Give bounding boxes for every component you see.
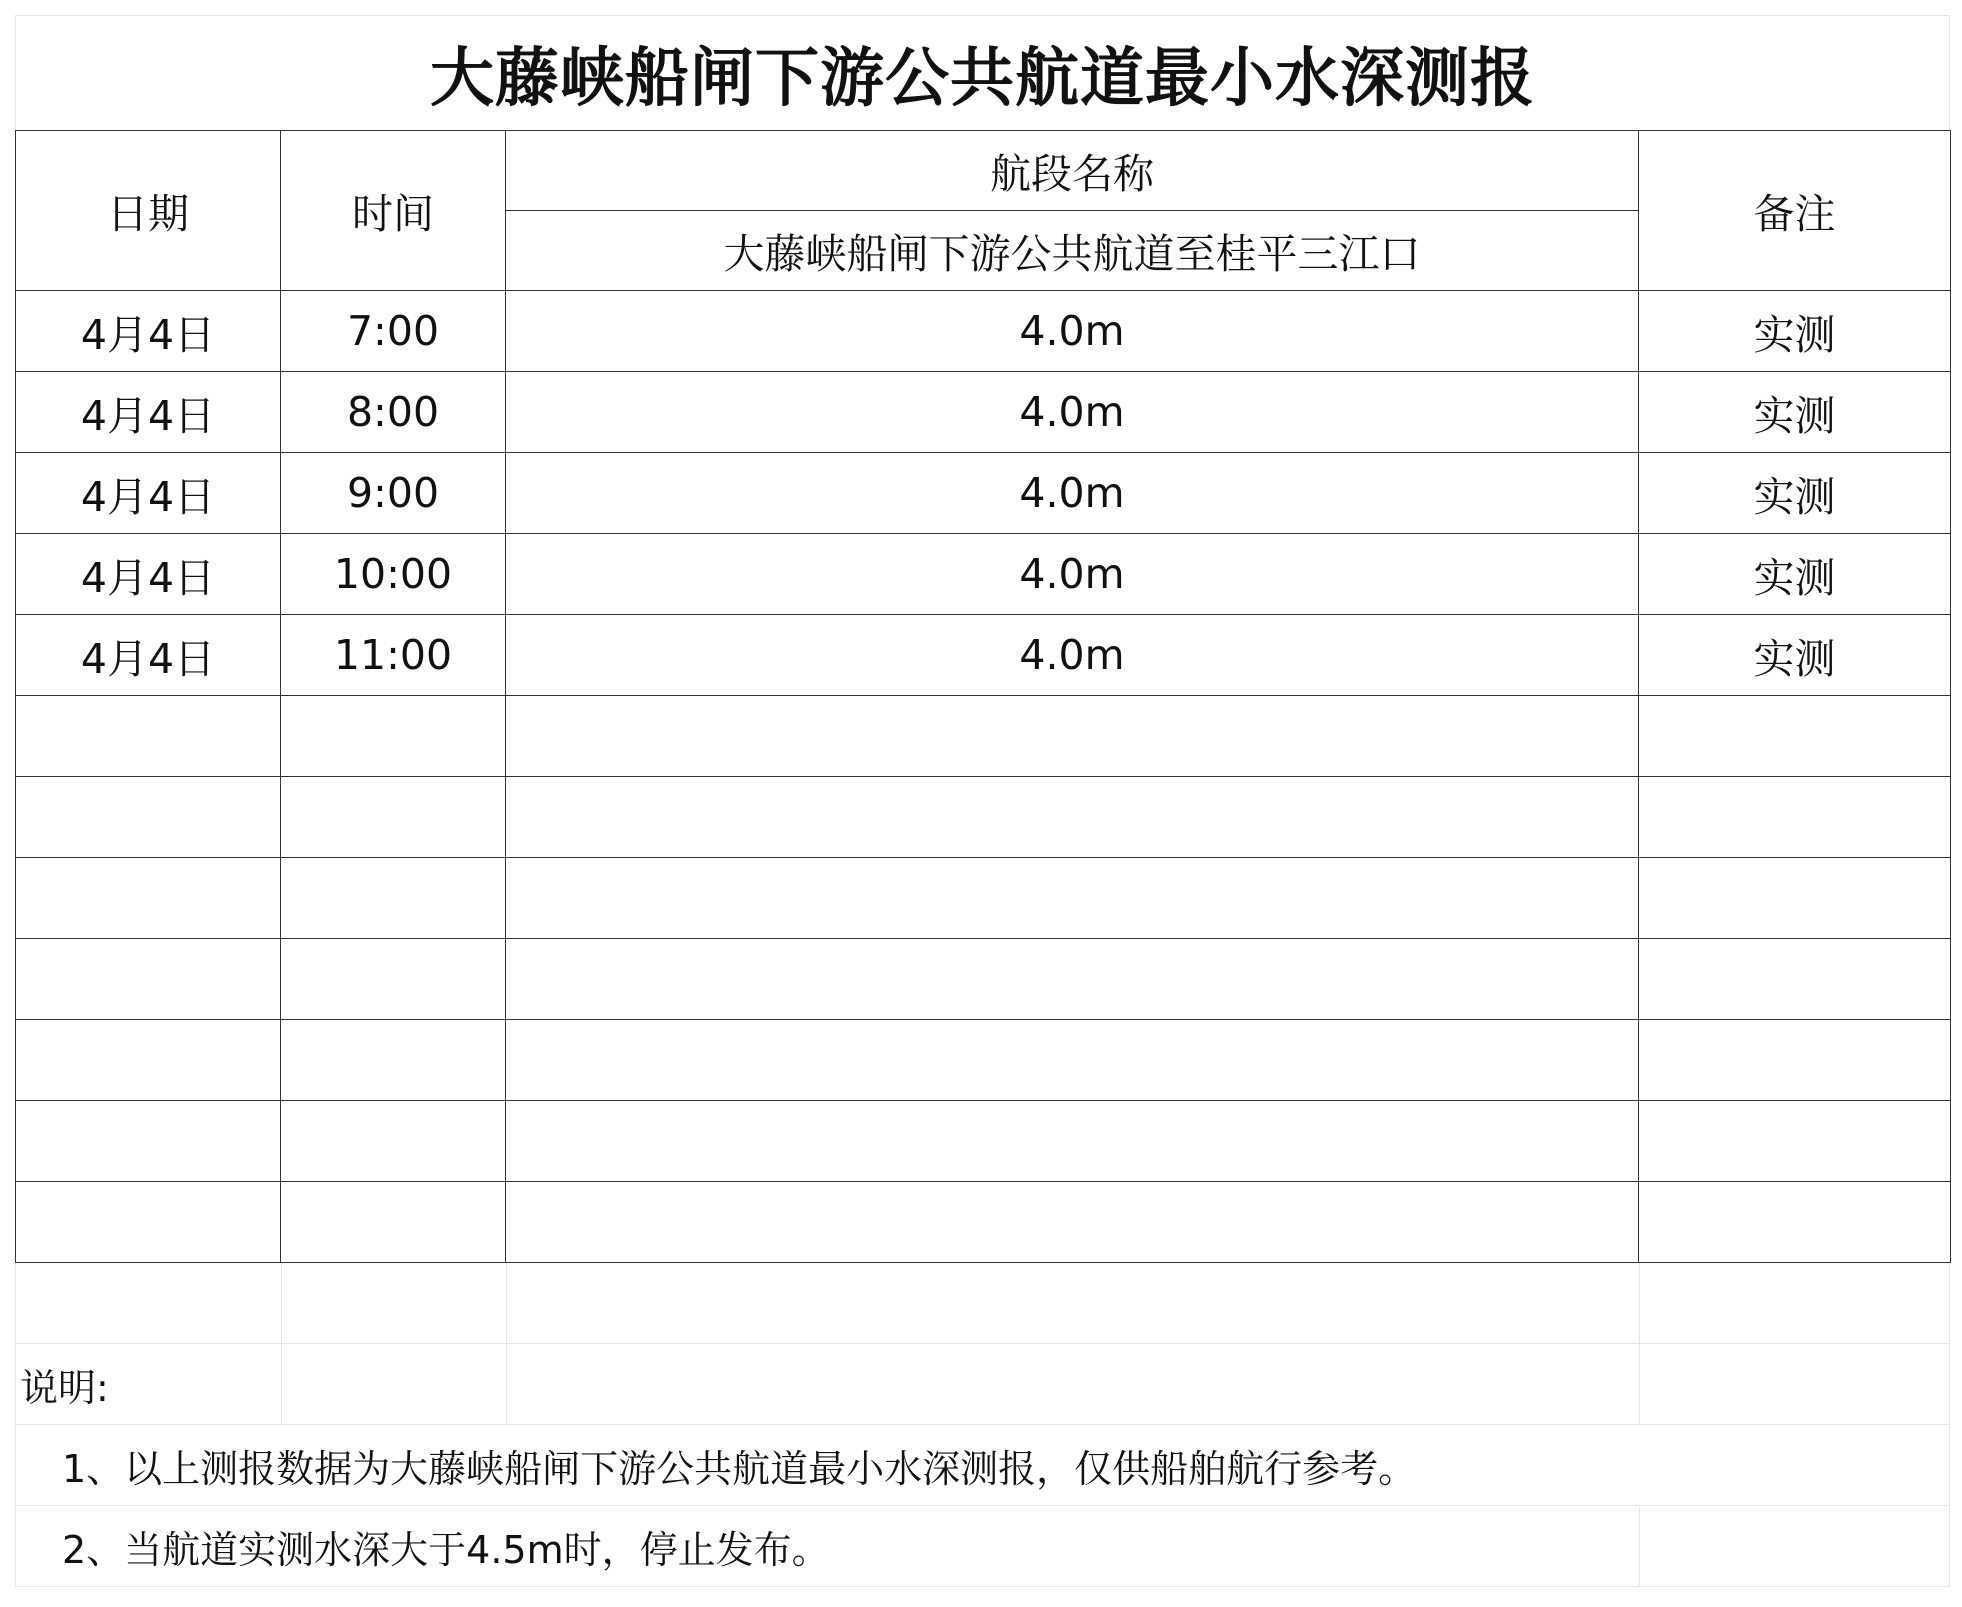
notes-label-line (15, 1344, 1950, 1425)
cell-remark: 实测 (1639, 291, 1951, 372)
cell-depth (506, 939, 1639, 1020)
cell-date (16, 696, 281, 777)
cell-date (16, 1101, 281, 1182)
cell-date (16, 939, 281, 1020)
notes-item-line (15, 1425, 1950, 1506)
table-row (16, 1101, 1951, 1182)
depth-table (15, 130, 1951, 1263)
cell-time: 9:00 (281, 453, 506, 534)
table-row (16, 939, 1951, 1020)
cell-date: 4月4日 (16, 372, 281, 453)
table-row (16, 1182, 1951, 1263)
report-title: 大藤峡船闸下游公共航道最小水深测报 (15, 15, 1950, 130)
table-row (16, 291, 1951, 372)
cell-time (281, 939, 506, 1020)
cell-time: 10:00 (281, 534, 506, 615)
cell-date (16, 777, 281, 858)
header-remark: 备注 (1639, 131, 1951, 291)
cell-time (281, 1020, 506, 1101)
table-header-row (16, 131, 1951, 211)
header-time: 时间 (281, 131, 506, 291)
header-section-name: 航段名称 (506, 131, 1639, 211)
table-row (16, 1020, 1951, 1101)
cell-remark (1639, 939, 1951, 1020)
cell-time (281, 1101, 506, 1182)
cell-remark: 实测 (1639, 453, 1951, 534)
cell-remark (1639, 1020, 1951, 1101)
header-section-value: 大藤峡船闸下游公共航道至桂平三江口 (506, 211, 1639, 291)
cell-remark (1639, 1101, 1951, 1182)
cell-depth (506, 1020, 1639, 1101)
cell-depth: 4.0m (506, 453, 1639, 534)
notes-item-line (15, 1506, 1950, 1587)
table-body (16, 291, 1951, 1263)
cell-remark (1639, 1182, 1951, 1263)
cell-date: 4月4日 (16, 615, 281, 696)
cell-depth: 4.0m (506, 291, 1639, 372)
header-date: 日期 (16, 131, 281, 291)
cell-remark: 实测 (1639, 534, 1951, 615)
table-row (16, 696, 1951, 777)
cell-remark (1639, 696, 1951, 777)
cell-depth (506, 696, 1639, 777)
table-row (16, 777, 1951, 858)
report-sheet (15, 15, 1950, 1587)
cell-remark: 实测 (1639, 372, 1951, 453)
cell-depth: 4.0m (506, 372, 1639, 453)
cell-time (281, 1182, 506, 1263)
cell-date (16, 858, 281, 939)
note-item-1: 1、以上测报数据为大藤峡船闸下游公共航道最小水深测报，仅供船舶航行参考。 (62, 1446, 1417, 1491)
note-item-2: 2、当航道实测水深大于4.5m时，停止发布。 (62, 1527, 830, 1572)
cell-remark (1639, 858, 1951, 939)
cell-depth (506, 777, 1639, 858)
table-row (16, 534, 1951, 615)
cell-date: 4月4日 (16, 453, 281, 534)
cell-depth: 4.0m (506, 534, 1639, 615)
cell-depth: 4.0m (506, 615, 1639, 696)
cell-time: 8:00 (281, 372, 506, 453)
notes-section (15, 1263, 1950, 1587)
cell-remark (1639, 777, 1951, 858)
cell-date (16, 1182, 281, 1263)
cell-depth (506, 1101, 1639, 1182)
cell-time: 11:00 (281, 615, 506, 696)
cell-remark: 实测 (1639, 615, 1951, 696)
cell-depth (506, 1182, 1639, 1263)
cell-time (281, 696, 506, 777)
cell-time (281, 777, 506, 858)
table-row (16, 372, 1951, 453)
cell-date (16, 1020, 281, 1101)
table-row (16, 453, 1951, 534)
table-row (16, 858, 1951, 939)
cell-time (281, 858, 506, 939)
notes-label: 说明: (20, 1365, 109, 1410)
cell-depth (506, 858, 1639, 939)
cell-date: 4月4日 (16, 291, 281, 372)
notes-blank-line (15, 1263, 1950, 1344)
cell-date: 4月4日 (16, 534, 281, 615)
cell-time: 7:00 (281, 291, 506, 372)
table-row (16, 615, 1951, 696)
